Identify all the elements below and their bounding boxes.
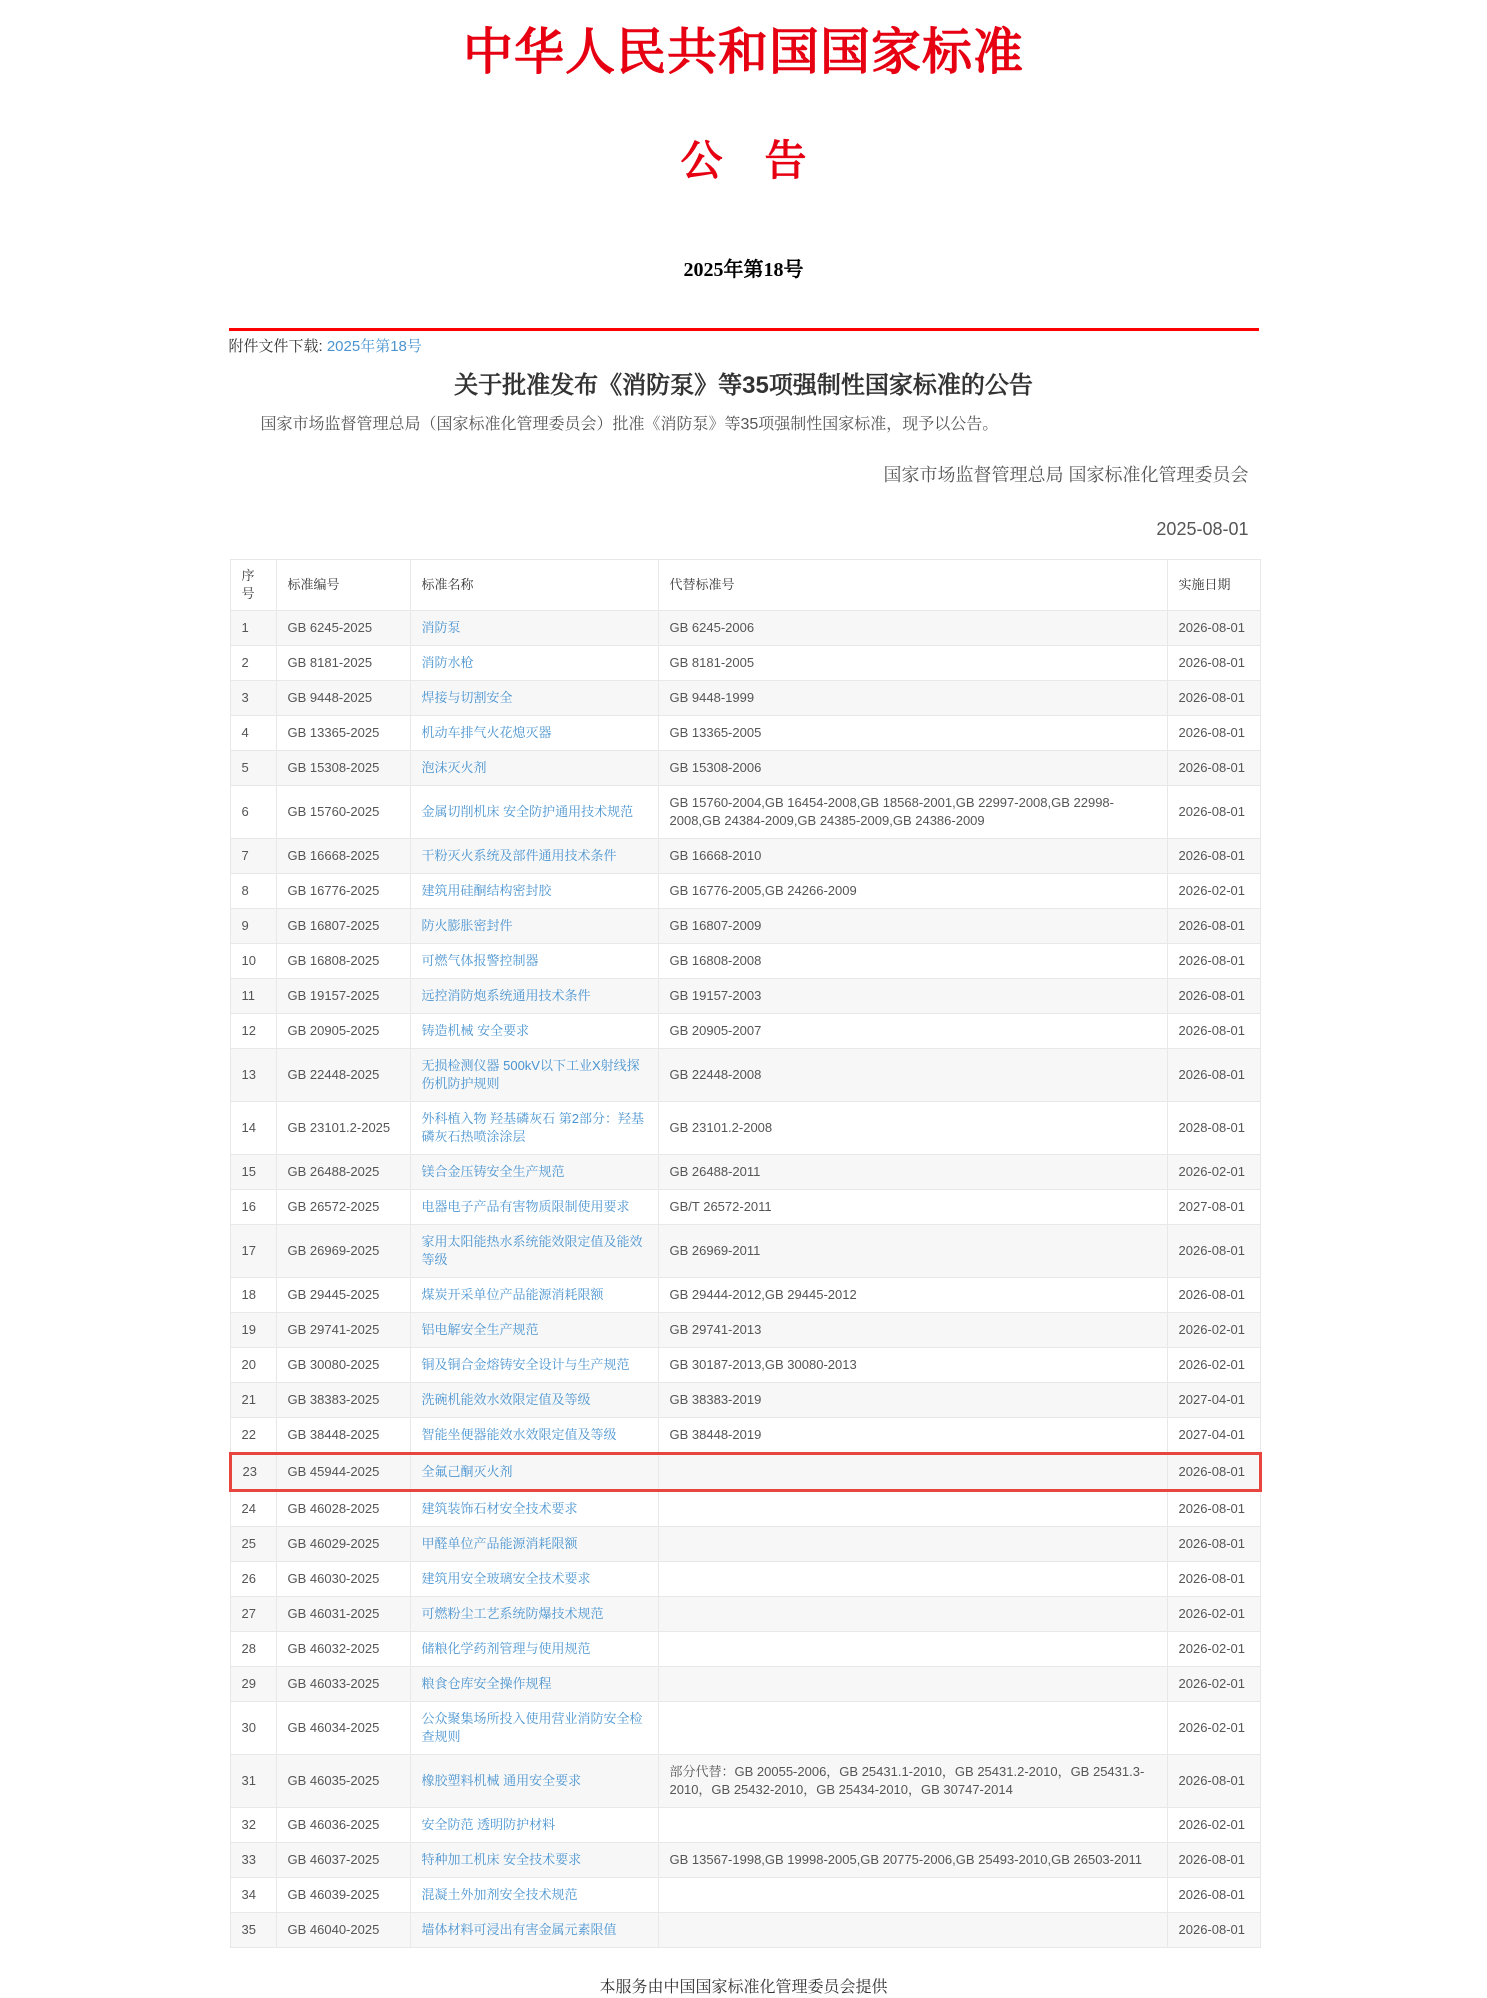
table-row [230,1702,1260,1755]
table-row [230,1755,1260,1808]
row-index-cell: 29 [230,1667,276,1702]
table-row [230,979,1260,1014]
standard-code-cell: GB 46028-2025 [276,1491,410,1527]
implementation-date-cell: 2026-02-01 [1167,1313,1260,1348]
row-index-cell: 8 [230,874,276,909]
replaced-standards-cell [658,1491,1167,1527]
implementation-date-cell: 2026-08-01 [1167,681,1260,716]
standard-name-link[interactable]: 可燃气体报警控制器 [421,953,539,968]
replaced-standards-cell: GB 16807-2009 [658,909,1167,944]
standard-name-cell [410,1597,658,1632]
standard-name-link[interactable]: 铸造机械 安全要求 [421,1023,530,1038]
standard-name-cell [410,909,658,944]
standard-name-link[interactable]: 建筑用安全玻璃安全技术要求 [421,1571,591,1586]
table-row [230,646,1260,681]
standard-code-cell: GB 15308-2025 [276,751,410,786]
standard-code-cell: GB 16808-2025 [276,944,410,979]
standard-name-link[interactable]: 焊接与切割安全 [421,690,513,705]
table-row [230,1383,1260,1418]
standard-name-cell [410,716,658,751]
replaced-standards-cell: GB 26488-2011 [658,1155,1167,1190]
implementation-date-cell: 2026-08-01 [1167,1562,1260,1597]
standard-code-cell: GB 19157-2025 [276,979,410,1014]
row-index-cell: 33 [230,1843,276,1878]
row-index-cell: 31 [230,1755,276,1808]
replaced-standards-cell [658,1878,1167,1913]
replaced-standards-cell: GB 13567-1998,GB 19998-2005,GB 20775-2006,GB 25493-2010,GB 26503-2011 [658,1843,1167,1878]
replaced-standards-cell: GB 16776-2005,GB 24266-2009 [658,874,1167,909]
implementation-date-cell: 2026-02-01 [1167,1808,1260,1843]
implementation-date-cell: 2027-08-01 [1167,1190,1260,1225]
standard-code-cell: GB 46037-2025 [276,1843,410,1878]
replaced-standards-cell: GB/T 26572-2011 [658,1190,1167,1225]
row-index-cell: 15 [230,1155,276,1190]
standard-code-cell: GB 16776-2025 [276,874,410,909]
row-index-cell: 12 [230,1014,276,1049]
table-header-row [230,560,1260,611]
replaced-standards-cell [658,1667,1167,1702]
standard-name-link[interactable]: 建筑用硅酮结构密封胶 [421,883,552,898]
row-index-cell: 19 [230,1313,276,1348]
implementation-date-cell: 2026-08-01 [1167,1278,1260,1313]
implementation-date-cell: 2026-08-01 [1167,944,1260,979]
standard-name-link[interactable]: 镁合金压铸安全生产规范 [421,1164,565,1179]
notice-title: 关于批准发布《消防泵》等35项强制性国家标准的公告 [454,372,1033,399]
implementation-date-cell: 2026-08-01 [1167,1913,1260,1948]
row-index-cell: 20 [230,1348,276,1383]
row-index-cell: 3 [230,681,276,716]
row-index-cell: 6 [230,786,276,839]
header-standard-code: 标准编号 [276,560,410,611]
table-row [230,1049,1260,1102]
replaced-standards-cell [658,1597,1167,1632]
table-row [230,1562,1260,1597]
standard-code-cell: GB 13365-2025 [276,716,410,751]
attachment-label: 附件文件下载: [228,338,323,355]
table-row [230,1190,1260,1225]
standard-code-cell: GB 29741-2025 [276,1313,410,1348]
standard-code-cell: GB 46033-2025 [276,1667,410,1702]
row-index-cell: 27 [230,1597,276,1632]
row-index-cell: 24 [230,1491,276,1527]
standard-name-cell [410,1454,658,1491]
standard-code-cell: GB 30080-2025 [276,1348,410,1383]
standard-name-cell [410,1808,658,1843]
row-index-cell: 7 [230,839,276,874]
standard-name-link[interactable]: 泡沫灭火剂 [421,760,487,775]
implementation-date-cell: 2026-08-01 [1167,839,1260,874]
table-row [230,1225,1260,1278]
standard-name-cell [410,751,658,786]
table-row [230,944,1260,979]
standard-name-cell [410,681,658,716]
notice-body: 国家市场监督管理总局（国家标准化管理委员会）批准《消防泵》等35项强制性国家标准，现予以公告。 [260,416,999,433]
standard-name-cell [410,1278,658,1313]
implementation-date-cell: 2026-08-01 [1167,1225,1260,1278]
replaced-standards-cell: GB 13365-2005 [658,716,1167,751]
standard-code-cell: GB 46035-2025 [276,1755,410,1808]
replaced-standards-cell: GB 38383-2019 [658,1383,1167,1418]
standard-code-cell: GB 46040-2025 [276,1913,410,1948]
standard-name-cell [410,1527,658,1562]
implementation-date-cell: 2026-08-01 [1167,1014,1260,1049]
row-index-cell: 13 [230,1049,276,1102]
implementation-date-cell: 2027-04-01 [1167,1418,1260,1454]
row-index-cell: 34 [230,1878,276,1913]
table-row [230,1491,1260,1527]
table-row [230,1527,1260,1562]
standard-code-cell: GB 46034-2025 [276,1702,410,1755]
row-index-cell: 18 [230,1278,276,1313]
row-index-cell: 5 [230,751,276,786]
standard-code-cell: GB 9448-2025 [276,681,410,716]
standard-name-cell [410,1913,658,1948]
standard-code-cell: GB 26969-2025 [276,1225,410,1278]
standard-code-cell: GB 26572-2025 [276,1190,410,1225]
row-index-cell: 4 [230,716,276,751]
replaced-standards-cell [658,1562,1167,1597]
standard-name-link[interactable]: 电器电子产品有害物质限制使用要求 [421,1199,630,1214]
table-row [230,1913,1260,1948]
standard-code-cell: GB 46039-2025 [276,1878,410,1913]
standard-code-cell: GB 23101.2-2025 [276,1102,410,1155]
row-index-cell: 9 [230,909,276,944]
standard-name-link[interactable]: 储粮化学药剂管理与使用规范 [421,1641,591,1656]
table-row [230,1667,1260,1702]
row-index-cell: 21 [230,1383,276,1418]
standard-name-cell [410,1632,658,1667]
standard-name-cell [410,611,658,646]
standard-code-cell: GB 46030-2025 [276,1562,410,1597]
standard-code-cell: GB 46029-2025 [276,1527,410,1562]
standard-name-cell [410,1755,658,1808]
implementation-date-cell: 2026-08-01 [1167,1491,1260,1527]
standard-name-link[interactable]: 建筑装饰石材安全技术要求 [421,1501,578,1516]
row-index-cell: 30 [230,1702,276,1755]
table-row [230,1878,1260,1913]
table-row [230,611,1260,646]
standard-name-link[interactable]: 特种加工机床 安全技术要求 [421,1852,582,1867]
implementation-date-cell: 2026-02-01 [1167,1597,1260,1632]
standard-name-link[interactable]: 安全防范 透明防护材料 [421,1817,556,1832]
implementation-date-cell: 2026-08-01 [1167,1843,1260,1878]
standard-name-cell [410,1418,658,1454]
table-row [230,1454,1260,1491]
implementation-date-cell: 2026-08-01 [1167,1878,1260,1913]
table-row [230,1808,1260,1843]
standard-code-cell: GB 16807-2025 [276,909,410,944]
replaced-standards-cell [658,1913,1167,1948]
standard-name-link[interactable]: 机动车排气火花熄灭器 [421,725,552,740]
table-row [230,1102,1260,1155]
replaced-standards-cell [658,1632,1167,1667]
standard-code-cell: GB 6245-2025 [276,611,410,646]
replaced-standards-cell: GB 29444-2012,GB 29445-2012 [658,1278,1167,1313]
standard-code-cell: GB 45944-2025 [276,1454,410,1491]
standard-name-link[interactable]: 公众聚集场所投入使用营业消防安全检查规则 [421,1711,643,1744]
standard-name-link[interactable]: 无损检测仪器 500kV以下工业X射线探伤机防护规则 [421,1058,640,1091]
standard-name-cell [410,1014,658,1049]
standard-code-cell: GB 46032-2025 [276,1632,410,1667]
standard-name-cell [410,944,658,979]
standard-name-cell [410,839,658,874]
standard-name-link[interactable]: 金属切削机床 安全防护通用技术规范 [421,804,634,819]
page-subtitle: 公 告 [680,139,807,185]
standard-name-cell [410,1102,658,1155]
standard-name-link[interactable]: 可燃粉尘工艺系统防爆技术规范 [421,1606,604,1621]
standard-name-link[interactable]: 全氟己酮灭火剂 [421,1464,513,1479]
implementation-date-cell: 2026-08-01 [1167,979,1260,1014]
signature-agency: 国家市场监督管理总局 国家标准化管理委员会 [883,465,1249,485]
standard-name-link[interactable]: 混凝土外加剂安全技术规范 [421,1887,578,1902]
table-row [230,1313,1260,1348]
replaced-standards-cell [658,1808,1167,1843]
standard-name-cell [410,1348,658,1383]
header-replaced-standards: 代替标准号 [658,560,1167,611]
standard-code-cell: GB 15760-2025 [276,786,410,839]
table-row [230,1843,1260,1878]
standard-name-cell [410,1843,658,1878]
standard-name-cell [410,1562,658,1597]
replaced-standards-cell: GB 16808-2008 [658,944,1167,979]
table-row [230,874,1260,909]
implementation-date-cell: 2026-08-01 [1167,1049,1260,1102]
replaced-standards-cell: GB 19157-2003 [658,979,1167,1014]
implementation-date-cell: 2028-08-01 [1167,1102,1260,1155]
standard-name-cell [410,1313,658,1348]
table-row [230,1155,1260,1190]
standard-name-cell [410,979,658,1014]
standard-code-cell: GB 22448-2025 [276,1049,410,1102]
table-row [230,786,1260,839]
standard-name-link[interactable]: 铜及铜合金熔铸安全设计与生产规范 [421,1357,630,1372]
standard-name-cell [410,1155,658,1190]
standard-name-cell [410,1667,658,1702]
implementation-date-cell: 2026-08-01 [1167,646,1260,681]
implementation-date-cell: 2027-04-01 [1167,1383,1260,1418]
row-index-cell: 28 [230,1632,276,1667]
standard-code-cell: GB 46031-2025 [276,1597,410,1632]
replaced-standards-cell: 部分代替：GB 20055-2006，GB 25431.1-2010，GB 25431.2-2010，GB 25431.3-2010，GB 25432-2010，GB 25434-2010，GB 30747-2014 [658,1755,1167,1808]
standard-name-link[interactable]: 铝电解安全生产规范 [421,1322,539,1337]
replaced-standards-cell: GB 9448-1999 [658,681,1167,716]
row-index-cell: 25 [230,1527,276,1562]
standard-name-link[interactable]: 远控消防炮系统通用技术条件 [421,988,591,1003]
replaced-standards-cell [658,1527,1167,1562]
standard-name-cell [410,1491,658,1527]
standard-name-link[interactable]: 消防泵 [421,620,461,635]
standard-code-cell: GB 20905-2025 [276,1014,410,1049]
implementation-date-cell: 2026-08-01 [1167,1454,1260,1491]
replaced-standards-cell [658,1454,1167,1491]
standards-table [229,559,1262,1948]
standard-name-link[interactable]: 甲醛单位产品能源消耗限额 [421,1536,578,1551]
standard-name-link[interactable]: 外科植入物 羟基磷灰石 第2部分：羟基磷灰石热喷涂涂层 [421,1111,644,1144]
table-row [230,1348,1260,1383]
standard-code-cell: GB 46036-2025 [276,1808,410,1843]
table-row [230,1418,1260,1454]
row-index-cell: 14 [230,1102,276,1155]
standard-name-cell [410,1702,658,1755]
implementation-date-cell: 2026-02-01 [1167,1155,1260,1190]
standard-code-cell: GB 38383-2025 [276,1383,410,1418]
replaced-standards-cell: GB 8181-2005 [658,646,1167,681]
replaced-standards-cell: GB 20905-2007 [658,1014,1167,1049]
standard-name-cell [410,1878,658,1913]
replaced-standards-cell: GB 22448-2008 [658,1049,1167,1102]
standard-name-cell [410,1383,658,1418]
table-row [230,1278,1260,1313]
standard-name-link[interactable]: 家用太阳能热水系统能效限定值及能效等级 [421,1234,643,1267]
implementation-date-cell: 2026-02-01 [1167,1667,1260,1702]
row-index-cell: 23 [230,1454,276,1491]
table-row [230,1597,1260,1632]
standard-name-cell [410,646,658,681]
implementation-date-cell: 2026-08-01 [1167,611,1260,646]
standard-name-cell [410,1225,658,1278]
table-row [230,1632,1260,1667]
replaced-standards-cell: GB 30187-2013,GB 30080-2013 [658,1348,1167,1383]
implementation-date-cell: 2026-08-01 [1167,751,1260,786]
row-index-cell: 26 [230,1562,276,1597]
replaced-standards-cell: GB 6245-2006 [658,611,1167,646]
row-index-cell: 32 [230,1808,276,1843]
header-implementation-date: 实施日期 [1167,560,1260,611]
implementation-date-cell: 2026-08-01 [1167,716,1260,751]
replaced-standards-cell: GB 26969-2011 [658,1225,1167,1278]
replaced-standards-cell: GB 15308-2006 [658,751,1167,786]
implementation-date-cell: 2026-02-01 [1167,1632,1260,1667]
replaced-standards-cell [658,1702,1167,1755]
content-area [229,328,1259,1948]
standard-code-cell: GB 29445-2025 [276,1278,410,1313]
standard-code-cell: GB 26488-2025 [276,1155,410,1190]
standard-name-cell [410,874,658,909]
standard-name-cell [410,786,658,839]
page-title: 中华人民共和国国家标准 [463,24,1024,80]
attachment-link[interactable]: 2025年第18号 [326,338,422,355]
standard-name-link[interactable]: 粮食仓库安全操作规程 [421,1676,552,1691]
table-row [230,716,1260,751]
standard-name-link[interactable]: 消防水枪 [421,655,474,670]
footer-text: 本服务由中国国家标准化管理委员会提供 [599,1979,888,1996]
table-row [230,909,1260,944]
row-index-cell: 11 [230,979,276,1014]
replaced-standards-cell: GB 23101.2-2008 [658,1102,1167,1155]
standard-name-link[interactable]: 墙体材料可浸出有害金属元素限值 [421,1922,617,1937]
signature-date: 2025-08-01 [1156,519,1249,539]
implementation-date-cell: 2026-08-01 [1167,786,1260,839]
table-row [230,681,1260,716]
replaced-standards-cell: GB 38448-2019 [658,1418,1167,1454]
row-index-cell: 2 [230,646,276,681]
standards-table-body [230,611,1260,1948]
standard-name-link[interactable]: 洗碗机能效水效限定值及等级 [421,1392,591,1407]
attachment-row [229,337,1259,357]
row-index-cell: 1 [230,611,276,646]
header-row-index: 序号 [230,560,276,611]
implementation-date-cell: 2026-08-01 [1167,1755,1260,1808]
row-index-cell: 16 [230,1190,276,1225]
row-index-cell: 17 [230,1225,276,1278]
table-row [230,1014,1260,1049]
implementation-date-cell: 2026-02-01 [1167,1348,1260,1383]
standard-code-cell: GB 8181-2025 [276,646,410,681]
row-index-cell: 22 [230,1418,276,1454]
header-standard-name: 标准名称 [410,560,658,611]
replaced-standards-cell: GB 29741-2013 [658,1313,1167,1348]
table-row [230,751,1260,786]
implementation-date-cell: 2026-08-01 [1167,909,1260,944]
standard-name-link[interactable]: 干粉灭火系统及部件通用技术条件 [421,848,617,863]
replaced-standards-cell: GB 16668-2010 [658,839,1167,874]
red-divider [229,328,1259,331]
row-index-cell: 35 [230,1913,276,1948]
replaced-standards-cell: GB 15760-2004,GB 16454-2008,GB 18568-2001,GB 22997-2008,GB 22998-2008,GB 24384-2009,GB 24385-2009,GB 24386-2009 [658,786,1167,839]
implementation-date-cell: 2026-02-01 [1167,1702,1260,1755]
table-row [230,839,1260,874]
issue-number: 2025年第18号 [683,259,804,281]
standard-code-cell: GB 38448-2025 [276,1418,410,1454]
standard-name-link[interactable]: 橡胶塑料机械 通用安全要求 [421,1773,582,1788]
standard-name-cell [410,1049,658,1102]
implementation-date-cell: 2026-08-01 [1167,1527,1260,1562]
standard-name-link[interactable]: 煤炭开采单位产品能源消耗限额 [421,1287,604,1302]
standard-name-cell [410,1190,658,1225]
standard-code-cell: GB 16668-2025 [276,839,410,874]
standard-name-link[interactable]: 智能坐便器能效水效限定值及等级 [421,1427,617,1442]
row-index-cell: 10 [230,944,276,979]
standard-name-link[interactable]: 防火膨胀密封件 [421,918,513,933]
implementation-date-cell: 2026-02-01 [1167,874,1260,909]
